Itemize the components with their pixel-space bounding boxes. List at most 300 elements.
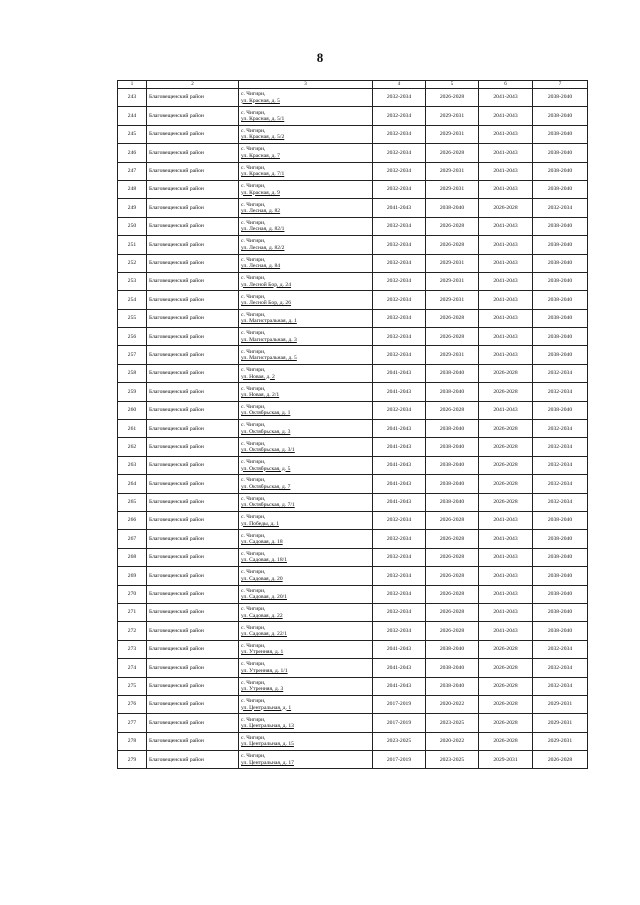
address-street: ул. Центральная, д. 15 (241, 741, 294, 748)
row-number: 270 (118, 585, 147, 603)
address-street: ул. Утренняя, д. 1/1 (241, 667, 288, 674)
address-locality: с. Чигири, (241, 716, 266, 723)
row-number: 250 (118, 217, 147, 235)
district-cell: Благовещенский район (147, 603, 239, 621)
period-col7-cell: 2029-2031 (533, 714, 588, 732)
address-locality: с. Чигири, (241, 477, 266, 484)
address-street: ул. Садовая, д. 20 (241, 575, 283, 582)
table-row (118, 640, 588, 658)
period-col5-cell: 2026-2028 (426, 530, 479, 548)
row-number: 255 (118, 309, 147, 327)
period-col6-cell: 2041-2043 (479, 511, 533, 529)
row-number: 248 (118, 180, 147, 198)
period-col7-cell: 2038-2040 (533, 567, 588, 585)
district-cell: Благовещенский район (147, 291, 239, 309)
table-row (118, 475, 588, 493)
period-col4-cell: 2032-2034 (373, 567, 426, 585)
address-street: ул. Красная, д. 7 (241, 152, 280, 159)
district-cell: Благовещенский район (147, 180, 239, 198)
period-col7-cell: 2032-2034 (533, 659, 588, 677)
table-row (118, 217, 588, 235)
period-col7-cell: 2038-2040 (533, 89, 588, 107)
period-col4-cell: 2032-2034 (373, 309, 426, 327)
period-col5-cell: 2026-2028 (426, 309, 479, 327)
table-row (118, 511, 588, 529)
period-col7-cell: 2032-2034 (533, 199, 588, 217)
address-cell (239, 695, 373, 713)
row-number: 252 (118, 254, 147, 272)
period-col5-cell: 2026-2028 (426, 548, 479, 566)
period-col6-cell: 2041-2043 (479, 328, 533, 346)
header-row (118, 81, 588, 89)
table-row (118, 659, 588, 677)
district-cell: Благовещенский район (147, 677, 239, 695)
district-cell: Благовещенский район (147, 640, 239, 658)
address-cell (239, 438, 373, 456)
period-col4-cell: 2032-2034 (373, 107, 426, 125)
address-cell (239, 751, 373, 769)
column-header: 1 (118, 81, 147, 89)
table-row (118, 677, 588, 695)
period-col4-cell: 2041-2043 (373, 383, 426, 401)
table-row (118, 291, 588, 309)
period-col6-cell: 2026-2028 (479, 199, 533, 217)
period-col7-cell: 2032-2034 (533, 640, 588, 658)
period-col4-cell: 2041-2043 (373, 364, 426, 382)
district-cell: Благовещенский район (147, 622, 239, 640)
address-cell (239, 456, 373, 474)
address-street: ул. Лесной Бор, д. 24 (241, 281, 292, 288)
row-number: 243 (118, 89, 147, 107)
table-row (118, 180, 588, 198)
period-col4-cell: 2032-2034 (373, 162, 426, 180)
address-cell (239, 309, 373, 327)
row-number: 260 (118, 401, 147, 419)
address-cell (239, 328, 373, 346)
row-number: 246 (118, 144, 147, 162)
address-locality: с. Чигири, (241, 385, 266, 392)
row-number: 276 (118, 695, 147, 713)
row-number: 254 (118, 291, 147, 309)
district-cell: Благовещенский район (147, 272, 239, 290)
table-row (118, 144, 588, 162)
period-col6-cell: 2041-2043 (479, 530, 533, 548)
period-col4-cell: 2032-2034 (373, 585, 426, 603)
address-locality: с. Чигири, (241, 569, 266, 576)
address-cell (239, 383, 373, 401)
row-number: 272 (118, 622, 147, 640)
row-number: 279 (118, 751, 147, 769)
district-cell: Благовещенский район (147, 511, 239, 529)
row-number: 262 (118, 438, 147, 456)
period-col6-cell: 2026-2028 (479, 493, 533, 511)
address-locality: с. Чигири, (241, 293, 266, 300)
period-col5-cell: 2029-2031 (426, 346, 479, 364)
district-cell: Благовещенский район (147, 125, 239, 143)
schedule-table (117, 80, 588, 769)
table-row (118, 89, 588, 107)
column-header: 4 (373, 81, 426, 89)
row-number: 258 (118, 364, 147, 382)
row-number: 256 (118, 328, 147, 346)
period-col6-cell: 2026-2028 (479, 732, 533, 750)
table-row (118, 199, 588, 217)
row-number: 259 (118, 383, 147, 401)
address-street: ул. Утренняя, д. 1 (241, 649, 284, 656)
period-col6-cell: 2041-2043 (479, 144, 533, 162)
address-locality: с. Чигири, (241, 146, 266, 153)
row-number: 257 (118, 346, 147, 364)
district-cell: Благовещенский район (147, 456, 239, 474)
row-number: 267 (118, 530, 147, 548)
period-col5-cell: 2029-2031 (426, 291, 479, 309)
period-col6-cell: 2026-2028 (479, 695, 533, 713)
address-locality: с. Чигири, (241, 256, 266, 263)
period-col6-cell: 2026-2028 (479, 364, 533, 382)
address-cell (239, 493, 373, 511)
address-street: ул. Центральная, д. 13 (241, 722, 294, 729)
address-cell (239, 475, 373, 493)
address-locality: с. Чигири, (241, 311, 266, 318)
row-number: 264 (118, 475, 147, 493)
period-col5-cell: 2026-2028 (426, 567, 479, 585)
period-col5-cell: 2038-2040 (426, 475, 479, 493)
period-col4-cell: 2032-2034 (373, 125, 426, 143)
period-col5-cell: 2026-2028 (426, 401, 479, 419)
period-col6-cell: 2041-2043 (479, 346, 533, 364)
period-col5-cell: 2038-2040 (426, 677, 479, 695)
address-cell (239, 677, 373, 695)
period-col5-cell: 2026-2028 (426, 622, 479, 640)
address-street: ул. Лесная, д. 84 (241, 263, 281, 270)
address-cell (239, 548, 373, 566)
period-col6-cell: 2041-2043 (479, 107, 533, 125)
period-col7-cell: 2032-2034 (533, 420, 588, 438)
address-locality: с. Чигири, (241, 642, 266, 649)
district-cell: Благовещенский район (147, 475, 239, 493)
period-col4-cell: 2032-2034 (373, 603, 426, 621)
column-header: 7 (533, 81, 588, 89)
row-number: 253 (118, 272, 147, 290)
address-locality: с. Чигири, (241, 587, 266, 594)
row-number: 263 (118, 456, 147, 474)
district-cell: Благовещенский район (147, 254, 239, 272)
address-locality: с. Чигири, (241, 532, 266, 539)
period-col7-cell: 2038-2040 (533, 622, 588, 640)
period-col7-cell: 2029-2031 (533, 695, 588, 713)
district-cell: Благовещенский район (147, 438, 239, 456)
period-col6-cell: 2041-2043 (479, 254, 533, 272)
row-number: 266 (118, 511, 147, 529)
address-locality: с. Чигири, (241, 551, 266, 558)
period-col5-cell: 2029-2031 (426, 162, 479, 180)
period-col7-cell: 2038-2040 (533, 144, 588, 162)
address-locality: с. Чигири, (241, 624, 266, 631)
address-cell (239, 291, 373, 309)
district-cell: Благовещенский район (147, 383, 239, 401)
table-row (118, 622, 588, 640)
period-col5-cell: 2038-2040 (426, 438, 479, 456)
period-col6-cell: 2041-2043 (479, 89, 533, 107)
period-col7-cell: 2038-2040 (533, 548, 588, 566)
period-col5-cell: 2023-2025 (426, 714, 479, 732)
district-cell: Благовещенский район (147, 401, 239, 419)
district-cell: Благовещенский район (147, 493, 239, 511)
address-locality: с. Чигири, (241, 330, 266, 337)
period-col7-cell: 2038-2040 (533, 217, 588, 235)
table-row (118, 272, 588, 290)
period-col6-cell: 2026-2028 (479, 456, 533, 474)
table-row (118, 548, 588, 566)
district-cell: Благовещенский район (147, 751, 239, 769)
table-row (118, 567, 588, 585)
district-cell: Благовещенский район (147, 328, 239, 346)
period-col7-cell: 2032-2034 (533, 383, 588, 401)
address-locality: с. Чигири, (241, 495, 266, 502)
period-col4-cell: 2041-2043 (373, 438, 426, 456)
period-col7-cell: 2038-2040 (533, 254, 588, 272)
period-col7-cell: 2032-2034 (533, 475, 588, 493)
period-col4-cell: 2017-2019 (373, 751, 426, 769)
address-cell (239, 144, 373, 162)
period-col5-cell: 2026-2028 (426, 89, 479, 107)
address-cell (239, 603, 373, 621)
address-locality: с. Чигири, (241, 109, 266, 116)
district-cell: Благовещенский район (147, 548, 239, 566)
address-street: ул. Центральная, д. 17 (241, 759, 294, 766)
table-row (118, 383, 588, 401)
period-col7-cell: 2032-2034 (533, 677, 588, 695)
address-cell (239, 659, 373, 677)
period-col7-cell: 2038-2040 (533, 401, 588, 419)
period-col7-cell: 2038-2040 (533, 180, 588, 198)
row-number: 274 (118, 659, 147, 677)
row-number: 269 (118, 567, 147, 585)
period-col4-cell: 2032-2034 (373, 530, 426, 548)
address-street: ул. Красная, д. 7/1 (241, 171, 285, 178)
period-col7-cell: 2038-2040 (533, 511, 588, 529)
period-col4-cell: 2032-2034 (373, 89, 426, 107)
address-locality: с. Чигири, (241, 238, 266, 245)
period-col4-cell: 2032-2034 (373, 346, 426, 364)
row-number: 271 (118, 603, 147, 621)
table-row (118, 732, 588, 750)
row-number: 251 (118, 236, 147, 254)
address-street: ул. Лесная, д. 82/2 (241, 244, 285, 251)
address-street: ул. Октябрьская, д. 7/1 (241, 502, 295, 509)
column-header: 3 (239, 81, 373, 89)
address-cell (239, 180, 373, 198)
period-col6-cell: 2041-2043 (479, 585, 533, 603)
address-cell (239, 622, 373, 640)
table-row (118, 714, 588, 732)
period-col4-cell: 2032-2034 (373, 144, 426, 162)
address-locality: с. Чигири, (241, 514, 266, 521)
period-col4-cell: 2041-2043 (373, 456, 426, 474)
district-cell: Благовещенский район (147, 732, 239, 750)
address-street: ул. Октябрьская, д. 5 (241, 465, 291, 472)
period-col6-cell: 2026-2028 (479, 383, 533, 401)
period-col6-cell: 2041-2043 (479, 217, 533, 235)
period-col4-cell: 2041-2043 (373, 493, 426, 511)
address-street: ул. Магистральная, д. 3 (241, 336, 297, 343)
table-row (118, 254, 588, 272)
period-col6-cell: 2029-2031 (479, 751, 533, 769)
address-street: ул. Магистральная, д. 5 (241, 355, 297, 362)
district-cell: Благовещенский район (147, 107, 239, 125)
period-col6-cell: 2041-2043 (479, 125, 533, 143)
period-col6-cell: 2041-2043 (479, 309, 533, 327)
period-col4-cell: 2041-2043 (373, 475, 426, 493)
period-col5-cell: 2029-2031 (426, 180, 479, 198)
period-col6-cell: 2026-2028 (479, 677, 533, 695)
address-street: ул. Октябрьская, д. 7 (241, 483, 291, 490)
period-col4-cell: 2017-2019 (373, 695, 426, 713)
row-number: 249 (118, 199, 147, 217)
address-street: ул. Красная, д. 9 (241, 189, 280, 196)
address-street: ул. Садовая, д. 20/1 (241, 594, 288, 601)
address-street: ул. Лесная, д. 82 (241, 208, 281, 215)
table-row (118, 401, 588, 419)
address-locality: с. Чигири, (241, 275, 266, 282)
address-locality: с. Чигири, (241, 164, 266, 171)
address-locality: с. Чигири, (241, 201, 266, 208)
period-col5-cell: 2023-2025 (426, 751, 479, 769)
page-number: 8 (316, 50, 324, 65)
period-col5-cell: 2026-2028 (426, 585, 479, 603)
period-col4-cell: 2032-2034 (373, 272, 426, 290)
address-locality: с. Чигири, (241, 440, 266, 447)
address-locality: с. Чигири, (241, 91, 266, 98)
row-number: 265 (118, 493, 147, 511)
period-col6-cell: 2041-2043 (479, 603, 533, 621)
address-cell (239, 236, 373, 254)
district-cell: Благовещенский район (147, 567, 239, 585)
address-locality: с. Чигири, (241, 661, 266, 668)
period-col4-cell: 2032-2034 (373, 511, 426, 529)
period-col7-cell: 2029-2031 (533, 732, 588, 750)
address-street: ул. Октябрьская, д. 3 (241, 428, 291, 435)
address-street: ул. Садовая, д. 18/1 (241, 557, 288, 564)
district-cell: Благовещенский район (147, 309, 239, 327)
address-street: ул. Садовая, д. 22 (241, 612, 283, 619)
district-cell: Благовещенский район (147, 217, 239, 235)
table-row (118, 751, 588, 769)
period-col6-cell: 2041-2043 (479, 567, 533, 585)
address-locality: с. Чигири, (241, 403, 266, 410)
table-row (118, 585, 588, 603)
address-locality: с. Чигири, (241, 753, 266, 760)
period-col4-cell: 2032-2034 (373, 328, 426, 346)
table-row (118, 364, 588, 382)
period-col5-cell: 2038-2040 (426, 640, 479, 658)
address-street: ул. Утренняя, д. 3 (241, 686, 284, 693)
address-locality: с. Чигири, (241, 606, 266, 613)
address-locality: с. Чигири, (241, 367, 266, 374)
address-locality: с. Чигири, (241, 734, 266, 741)
period-col5-cell: 2029-2031 (426, 107, 479, 125)
period-col5-cell: 2026-2028 (426, 511, 479, 529)
table-row (118, 493, 588, 511)
address-cell (239, 162, 373, 180)
table-row (118, 695, 588, 713)
row-number: 278 (118, 732, 147, 750)
district-cell: Благовещенский район (147, 144, 239, 162)
address-cell (239, 401, 373, 419)
address-street: ул. Центральная, д. 1 (241, 704, 292, 711)
address-street: ул. Октябрьская, д. 3/1 (241, 447, 295, 454)
period-col7-cell: 2038-2040 (533, 236, 588, 254)
address-street: ул. Садовая, д. 18 (241, 539, 283, 546)
district-cell: Благовещенский район (147, 199, 239, 217)
address-cell (239, 640, 373, 658)
table-row (118, 309, 588, 327)
period-col7-cell: 2038-2040 (533, 603, 588, 621)
address-cell (239, 107, 373, 125)
address-cell (239, 89, 373, 107)
address-cell (239, 714, 373, 732)
table-row (118, 603, 588, 621)
period-col7-cell: 2038-2040 (533, 125, 588, 143)
period-col4-cell: 2017-2019 (373, 714, 426, 732)
table-row (118, 162, 588, 180)
address-cell (239, 125, 373, 143)
address-street: ул. Лесная, д. 82/1 (241, 226, 285, 233)
period-col5-cell: 2026-2028 (426, 144, 479, 162)
period-col4-cell: 2041-2043 (373, 659, 426, 677)
period-col5-cell: 2038-2040 (426, 420, 479, 438)
row-number: 247 (118, 162, 147, 180)
district-cell: Благовещенский район (147, 89, 239, 107)
period-col5-cell: 2029-2031 (426, 272, 479, 290)
period-col5-cell: 2026-2028 (426, 217, 479, 235)
period-col5-cell: 2026-2028 (426, 236, 479, 254)
address-cell (239, 254, 373, 272)
row-number: 277 (118, 714, 147, 732)
period-col4-cell: 2041-2043 (373, 199, 426, 217)
period-col6-cell: 2041-2043 (479, 548, 533, 566)
address-locality: с. Чигири, (241, 220, 266, 226)
period-col4-cell: 2032-2034 (373, 622, 426, 640)
district-cell: Благовещенский район (147, 364, 239, 382)
period-col7-cell: 2032-2034 (533, 438, 588, 456)
period-col7-cell: 2038-2040 (533, 272, 588, 290)
table-body (118, 89, 588, 769)
address-street: ул. Красная, д. 5/1 (241, 116, 285, 123)
period-col4-cell: 2032-2034 (373, 236, 426, 254)
address-street: ул. Победы, д. 1 (241, 520, 279, 527)
address-street: ул. Красная, д. 5 (241, 97, 280, 104)
address-cell (239, 199, 373, 217)
address-cell (239, 567, 373, 585)
period-col5-cell: 2038-2040 (426, 659, 479, 677)
row-number: 261 (118, 420, 147, 438)
district-cell: Благовещенский район (147, 659, 239, 677)
table-row (118, 438, 588, 456)
period-col5-cell: 2029-2031 (426, 254, 479, 272)
period-col5-cell: 2038-2040 (426, 493, 479, 511)
table-row (118, 125, 588, 143)
table-row (118, 107, 588, 125)
period-col5-cell: 2020-2022 (426, 695, 479, 713)
row-number: 245 (118, 125, 147, 143)
address-cell (239, 732, 373, 750)
address-street: ул. Октябрьская, д. 1 (241, 410, 291, 417)
row-number: 268 (118, 548, 147, 566)
period-col5-cell: 2038-2040 (426, 383, 479, 401)
period-col4-cell: 2032-2034 (373, 217, 426, 235)
district-cell: Благовещенский район (147, 530, 239, 548)
